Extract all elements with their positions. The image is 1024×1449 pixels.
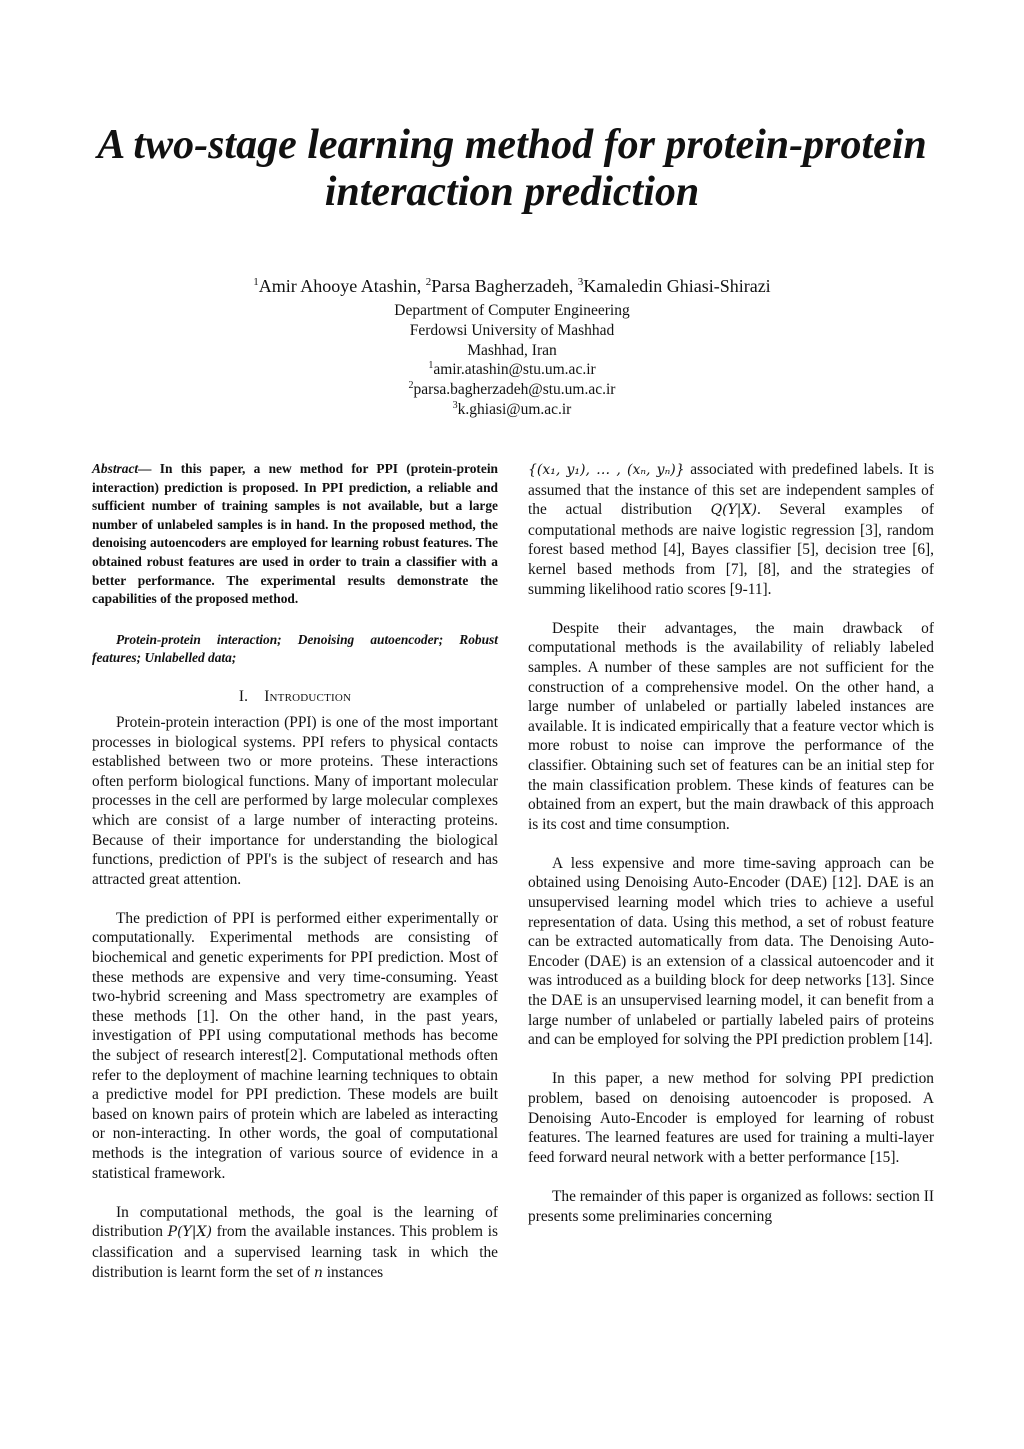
math-n: n bbox=[313, 1264, 323, 1281]
intro-paragraph-2: The prediction of PPI is performed either experimentally or computationally. Experimental methods are consisting of biochemical and genetic experiments for PPI prediction. Most of these methods are expensive and very time-consuming. Yeast two-hybrid screening and Mass spectrometry are examples of these methods [1]. On the other hand, in the past years, investigation of PPI using computational methods has become the subject of research interest[2]. Computational methods often refer to the deployment of machine learning techniques to obtain a predictive model for PPI prediction. These models are built based on known pairs of protein which are labeled as interacting or non-interacting. In other words, the goal of computational methods is the integration of various source of evidence in a statistical framework. bbox=[92, 909, 498, 1182]
intro-paragraph-3 bbox=[92, 1203, 498, 1283]
section-title: Introduction bbox=[264, 687, 352, 705]
right-column bbox=[528, 460, 934, 1226]
author-list bbox=[92, 274, 932, 298]
email-2-number: 2 bbox=[408, 380, 414, 392]
affiliation-block bbox=[200, 301, 824, 420]
section-heading-introduction bbox=[92, 688, 498, 706]
email-1[interactable] bbox=[200, 360, 824, 380]
paper-title bbox=[60, 122, 964, 216]
intro-paragraph-5: Despite their advantages, the main drawback of computational methods is the availability of reliably labeled samples. A number of these samples are not sufficient for the construction of a comprehensive model. On the other hand, a large number of unlabeled or partially labeled instances are available. It is indicated empirically that a feature vector which is more robust to noise can improve the performance of the classifier. Obtaining such set of features can be an initial step for the main classification problem. These kinds of features can be obtained from an expert, but the main drawback of this approach is its cost and time consumption. bbox=[528, 619, 934, 833]
email-1-address: amir.atashin@stu.um.ac.ir bbox=[433, 361, 596, 379]
math-instance-set: {(x₁, y₁), … , (xₙ, yₙ)} bbox=[528, 462, 685, 478]
email-1-number: 1 bbox=[428, 360, 434, 372]
university: Ferdowsi University of Mashhad bbox=[409, 321, 615, 339]
department: Department of Computer Engineering bbox=[394, 302, 630, 319]
author-1-name: Amir Ahooye Atashin, bbox=[258, 276, 426, 296]
section-number: I. bbox=[238, 687, 249, 705]
title-line-1: A two-stage learning method for protein-protein bbox=[97, 122, 927, 168]
title-line-2: interaction prediction bbox=[324, 169, 700, 215]
intro-paragraph-6: A less expensive and more time-saving approach can be obtained using Denoising Auto-Encoder (DAE) [12]. DAE is an unsupervised learning model which tries to achieve a useful representation of data. Using this method, a set of robust feature can be extracted automatically from data. The Denoising Auto-Encoder (DAE) is an extension of a classical autoencoder and it was introduced as a building block for deep networks [13]. Since the DAE is an unsupervised learning model, it can benefit from a large number of unlabeled or partially labeled pairs of proteins and can be employed for solving the PPI prediction problem [14]. bbox=[528, 854, 934, 1049]
intro-paragraph-7: In this paper, a new method for solving PPI prediction problem, based on denoising autoencoder is proposed. A Denoising Auto-Encoder is employed for learning of robust features. The learned features are used for training a multi-layer feed forward neural network with a better performance [15]. bbox=[528, 1070, 934, 1166]
email-3[interactable] bbox=[200, 400, 824, 420]
email-2[interactable] bbox=[200, 380, 824, 400]
author-2-name: Parsa Bagherzadeh, bbox=[431, 276, 578, 296]
email-3-number: 3 bbox=[452, 399, 458, 411]
author-1-number: 1 bbox=[253, 276, 259, 288]
paragraph-text: instances bbox=[322, 1263, 384, 1281]
author-3-name: Kamaledin Ghiasi-Shirazi bbox=[583, 276, 771, 296]
location: Mashhad, Iran bbox=[467, 341, 557, 359]
abstract bbox=[92, 460, 498, 609]
paragraph-text: . Several examples of computational methods are naive logistic regression [3], random forest based method [4], Bayes classifier [5], decision tree [6], kernel based methods from [7], [8], and the strategies of summing likelihood ratio scores [9-11]. bbox=[528, 501, 934, 598]
paragraph-text: associated with predefined labels. It is assumed that the instance of this set are independent samples of the actual distribution bbox=[528, 461, 934, 519]
math-q-y-given-x: Q(Y|X) bbox=[710, 502, 757, 519]
abstract-text: In this paper, a new method for PPI (protein-protein interaction) prediction is proposed. In PPI prediction, a reliable and sufficient number of training samples is not available, but a large number of unlabeled samples is in hand. In the proposed method, the denoising autoencoders are employed for learning robust features. The obtained robust features are used in order to train a classifier with a better performance. The experimental results demonstrate the capabilities of the proposed method. bbox=[92, 461, 498, 607]
index-terms: Protein-protein interaction; Denoising autoencoder; Robust features; Unlabelled data; bbox=[92, 631, 498, 666]
email-2-address: parsa.bagherzadeh@stu.um.ac.ir bbox=[413, 381, 616, 399]
email-3-address: k.ghiasi@um.ac.ir bbox=[457, 400, 572, 418]
intro-paragraph-1: Protein-protein interaction (PPI) is one of the most important processes in biological systems. PPI refers to physical contacts established between two or more proteins. These interactions often perform biological functions. Many of important molecular processes in the cell are performed by large molecular complexes which are consist of a large number of interacting proteins. Because of their importance for understanding the biological functions, prediction of PPI's is the subject of research and has attracted great attention. bbox=[92, 713, 498, 888]
author-2-number: 2 bbox=[425, 276, 432, 288]
paragraph-text: In computational methods, the goal is the learning of distribution bbox=[92, 1203, 498, 1241]
intro-paragraph-4 bbox=[528, 460, 934, 599]
abstract-lead: Abstract— bbox=[92, 461, 152, 476]
intro-paragraph-8: The remainder of this paper is organized as follows: section II presents some preliminaries concerning bbox=[528, 1187, 934, 1225]
paragraph-text: from the available instances. This problem is classification and a supervised learning task in which the distribution is learnt form the set of bbox=[92, 1223, 498, 1281]
author-3-number: 3 bbox=[577, 276, 584, 288]
left-column bbox=[92, 460, 498, 1283]
math-p-y-given-x: P(Y|X) bbox=[167, 1224, 212, 1241]
